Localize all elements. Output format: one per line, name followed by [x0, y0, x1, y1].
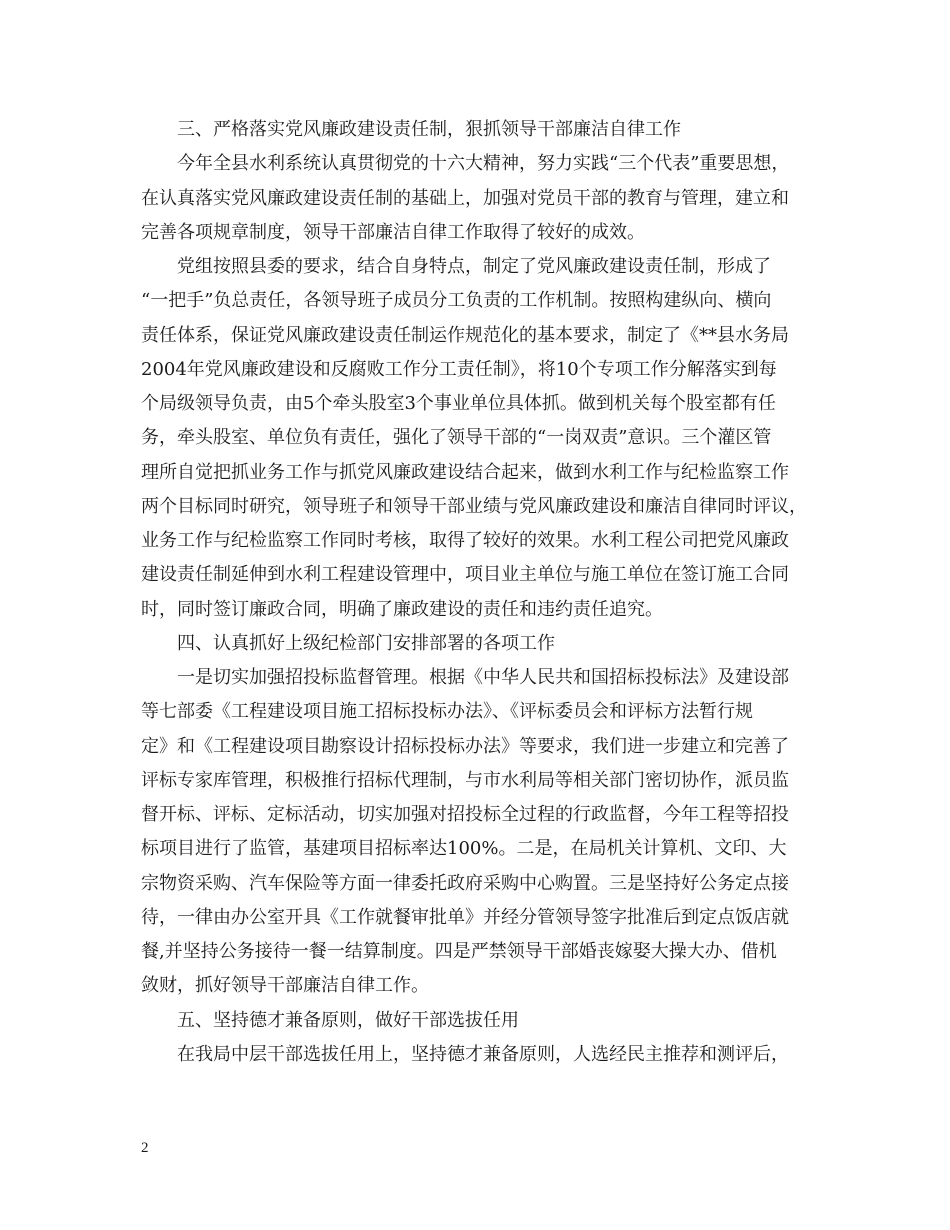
text-line: 四、认真抓好上级纪检部门安排部署的各项工作 — [177, 632, 555, 654]
text-line: 等七部委《工程建设项目施工招标投标办法》、《评标委员会和评标方法暂行规 — [141, 701, 753, 723]
text-line: 标项目进行了监管，基建项目招标率达100%。二是，在局机关计算机、文印、大 — [141, 838, 787, 860]
text-line: 三、严格落实党风廉政建设责任制，狠抓领导干部廉洁自律工作 — [177, 119, 681, 140]
text-line: 完善各项规章制度，领导干部廉洁自律工作取得了较好的成效。 — [141, 221, 645, 243]
text-line: 一是切实加强招投标监督管理。根据《中华人民共和国招标投标法》及建设部 — [177, 667, 789, 688]
text-line: 督开标、评标、定标活动，切实加强对招投标全过程的行政监督，今年工程等招投 — [141, 804, 789, 825]
text-line: 定》和《工程建设项目勘察设计招标投标办法》等要求，我们进一步建立和完善了 — [141, 735, 789, 757]
text-line: 待，一律由办公室开具《工作就餐审批单》并经分管领导签字批准后到定点饭店就 — [141, 906, 789, 928]
text-line: 时，同时签订廉政合同，明确了廉政建设的责任和违约责任追究。 — [141, 598, 663, 620]
text-line: 五、坚持德才兼备原则，做好干部选拔任用 — [177, 1009, 519, 1031]
page-number: 2 — [141, 1140, 149, 1156]
text-line: 个局级领导负责，由5个牵头股室3个事业单位具体抓。做到机关每个股室都有任 — [141, 393, 776, 414]
text-line: 评标专家库管理，积极推行招标代理制，与市水利局等相关部门密切协作，派员监 — [141, 769, 789, 791]
text-line: 党组按照县委的要求，结合自身特点，制定了党风廉政建设责任制，形成了 — [177, 256, 771, 277]
text-line: 2004年党风廉政建设和反腐败工作分工责任制》，将10个专项工作分解落实到每 — [141, 358, 777, 380]
text-line: 建设责任制延伸到水利工程建设管理中，项目业主单位与施工单位在签订施工合同 — [141, 564, 789, 586]
text-line: 餐,并坚持公务接待一餐一结算制度。四是严禁领导干部婚丧嫁娶大操大办、借机 — [141, 941, 777, 962]
text-line: 今年全县水利系统认真贯彻党的十六大精神，努力实践“三个代表”重要思想， — [177, 153, 790, 175]
text-line: 两个目标同时研究，领导班子和领导干部业绩与党风廉政建设和廉洁自律同时评议， — [141, 495, 807, 517]
text-line: 敛财，抓好领导干部廉洁自律工作。 — [141, 975, 429, 997]
text-line: 责任体系，保证党风廉政建设责任制运作规范化的基本要求，制定了《**县水务局 — [141, 324, 789, 346]
text-line: 在我局中层干部选拔任用上，坚持德才兼备原则，人选经民主推荐和测评后， — [177, 1043, 789, 1065]
text-line: 理所自觉把抓业务工作与抓党风廉政建设结合起来，做到水利工作与纪检监察工作 — [141, 461, 789, 483]
text-line: “一把手”负总责任，各领导班子成员分工负责的工作机制。按照构建纵向、横向 — [141, 290, 772, 312]
text-line: 宗物资采购、汽车保险等方面一律委托政府采购中心购置。三是坚持好公务定点接 — [141, 872, 789, 894]
text-line: 业务工作与纪检监察工作同时考核，取得了较好的效果。水利工程公司把党风廉政 — [141, 530, 789, 551]
text-line: 务，牵头股室、单位负有责任，强化了领导干部的“一岗双责”意识。三个灌区管 — [141, 427, 772, 449]
document-body — [141, 113, 821, 1072]
text-line: 在认真落实党风廉政建设责任制的基础上，加强对党员干部的教育与管理，建立和 — [141, 187, 789, 209]
